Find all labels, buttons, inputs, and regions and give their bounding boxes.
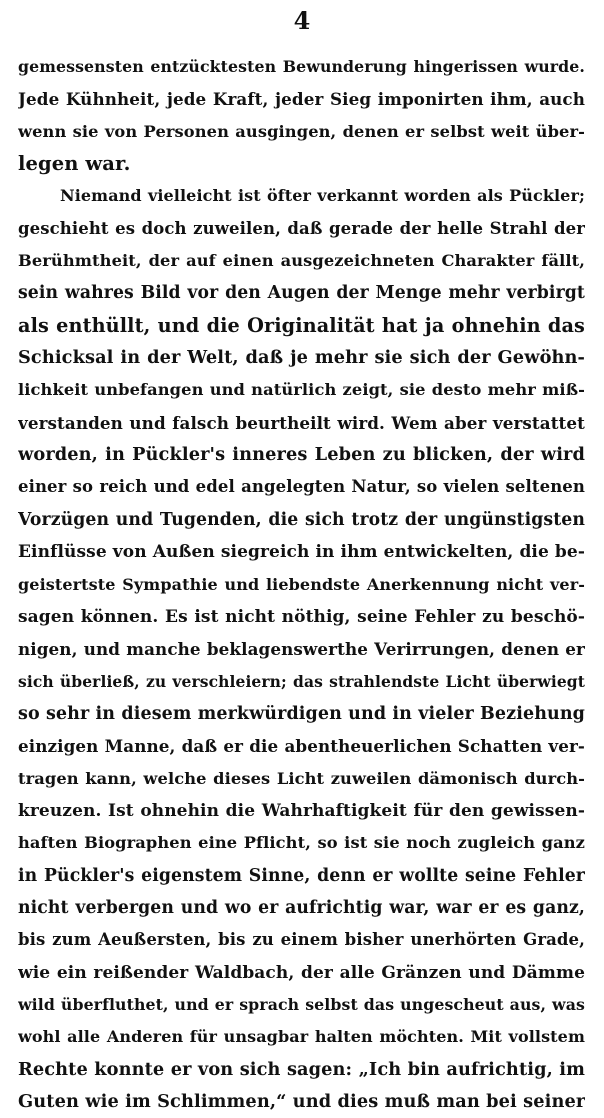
text-line: lichkeit unbefangen und natürlich zeigt, sie desto mehr miß- [18, 380, 585, 400]
text-line: wie ein reißender Waldbach, der alle Gränzen und Dämme [18, 962, 585, 983]
text-line: gemessensten entzücktesten Bewunderung hingerissen wurde. [18, 57, 585, 76]
text-line: einzigen Manne, daß er die abentheuerlichen Schatten ver- [18, 736, 585, 757]
text-line: geschieht es doch zuweilen, daß gerade der helle Strahl der [18, 218, 585, 238]
page-number: 4 [293, 6, 311, 35]
text-line: wenn sie von Personen ausgingen, denen er selbst weit über- [18, 121, 585, 141]
text-line: wohl alle Anderen für unsagbar halten möchten. Mit vollstem [18, 1027, 585, 1047]
text-line: als enthüllt, und die Originalität hat ja ohnehin das [18, 313, 585, 337]
text-line: Niemand vielleicht ist öfter verkannt worden als Pückler; [60, 186, 585, 206]
text-line: verstanden und falsch beurtheilt wird. Wem aber verstattet [18, 412, 585, 433]
text-line: bis zum Aeußersten, bis zu einem bisher unerhörten Grade, [18, 930, 585, 950]
text-line: so sehr in diesem merkwürdigen und in vieler Beziehung [18, 703, 585, 724]
text-line: geistertste Sympathie und liebendste Anerkennung nicht ver- [18, 574, 585, 594]
text-line: wild überfluthet, und er sprach selbst das ungescheut aus, was [18, 994, 585, 1014]
text-line: Berühmtheit, der auf einen ausgezeichneten Charakter fällt, [18, 251, 585, 271]
text-line: kreuzen. Ist ohnehin die Wahrhaftigkeit für den gewissen- [18, 800, 585, 821]
text-line: Schicksal in der Welt, daß je mehr sie sich der Gewöhn- [18, 347, 585, 369]
text-line: sein wahres Bild vor den Augen der Menge mehr verbirgt [18, 283, 585, 304]
text-line: nigen, und manche beklagenswerthe Verirrungen, denen er [18, 639, 585, 660]
text-line: nicht verbergen und wo er aufrichtig war, war er es ganz, [18, 897, 585, 918]
text-line: sagen können. Es ist nicht nöthig, seine Fehler zu beschö- [18, 606, 585, 627]
text-line: legen war. [18, 152, 131, 176]
text-line: einer so reich und edel angelegten Natur, so vielen seltenen [18, 477, 585, 497]
text-line: haften Biographen eine Pflicht, so ist sie noch zugleich ganz [18, 833, 585, 853]
text-line: worden, in Pückler's inneres Leben zu blicken, der wird [18, 444, 585, 466]
text-line: Guten wie im Schlimmen,“ und dies muß man bei seiner [18, 1091, 585, 1112]
text-line: Jede Kühnheit, jede Kraft, jeder Sieg imponirten ihm, auch [18, 89, 585, 110]
text-line: Vorzügen und Tugenden, die sich trotz der ungünstigsten [18, 509, 585, 530]
text-line: tragen kann, welche dieses Licht zuweilen dämonisch durch- [18, 768, 585, 788]
text-line: in Pückler's eigenstem Sinne, denn er wollte seine Fehler [18, 865, 585, 886]
body-text [18, 51, 585, 1118]
text-line: Einflüsse von Außen siegreich in ihm entwickelten, die be- [18, 542, 585, 563]
text-line: Rechte konnte er von sich sagen: „Ich bin aufrichtig, im [18, 1058, 585, 1080]
text-line: sich überließ, zu verschleiern; das strahlendste Licht überwiegt [18, 671, 585, 691]
